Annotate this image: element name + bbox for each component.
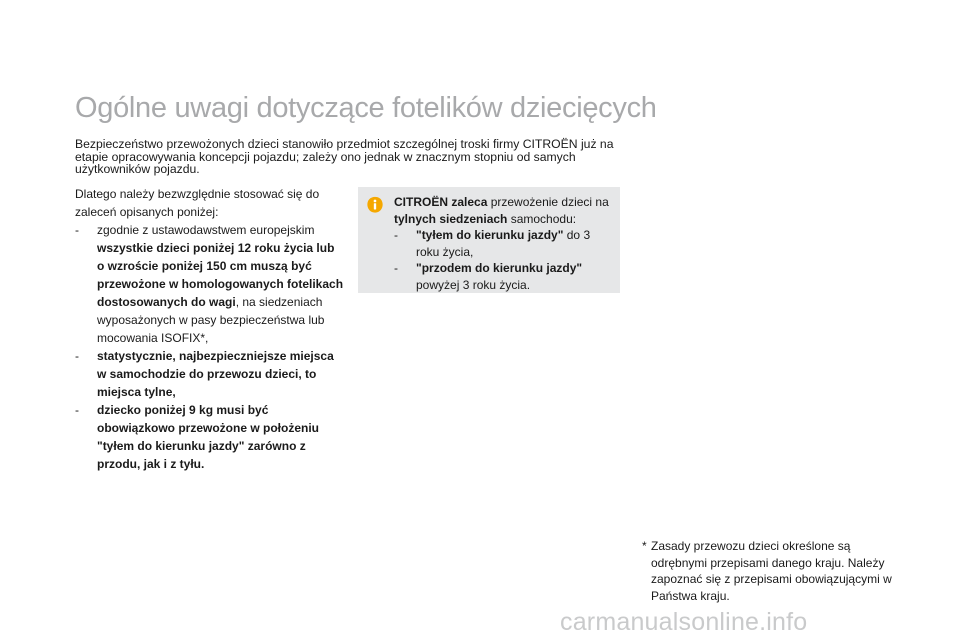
footnote xyxy=(642,538,892,604)
list-item-bold: "przodem do kierunku jazdy" xyxy=(416,261,583,275)
infobox-bold-seats: tylnych siedzeniach xyxy=(394,211,508,226)
infobox-text-2: samochodu: xyxy=(507,211,577,226)
list-item xyxy=(394,227,614,260)
list-item xyxy=(394,260,614,293)
page-title: Ogólne uwagi dotyczące fotelików dziecięcych xyxy=(75,92,657,124)
list-dash: - xyxy=(75,349,79,363)
info-icon xyxy=(366,196,384,214)
lead-text: Dlatego należy bezwzględnie stosować się do zaleceń opisanych poniżej: xyxy=(75,187,320,219)
infobox-text xyxy=(394,194,614,293)
list-item-text: powyżej 3 roku życia. xyxy=(416,277,531,292)
list-item xyxy=(75,221,345,347)
footnote-asterisk: * xyxy=(642,539,647,553)
list-dash: - xyxy=(75,403,79,417)
footnote-text: Zasady przewozu dzieci określone są odrębnymi przepisami danego kraju. Należy zapoznać się z przepisami obowiązującymi w Państwa kraju. xyxy=(651,539,892,603)
infobox-lead xyxy=(394,194,614,227)
recommendation-infobox xyxy=(358,187,620,293)
list-item-tail: , na siedzeniach wyposażonych w pasy bezpieczeństwa lub mocowania ISOFIX*, xyxy=(97,295,325,345)
intro-paragraph: Bezpieczeństwo przewożonych dzieci stanowiło przedmiot szczególnej troski firmy CITROËN już na etapie opracowywania koncepcji pojazdu; zależy ono jednak w znacznym stopniu od samych użytkowników pojazdu. xyxy=(75,137,614,177)
list-item-text: do 3 roku życia, xyxy=(416,228,591,259)
list-dash: - xyxy=(75,223,79,237)
list-item xyxy=(75,347,345,401)
list-dash: - xyxy=(394,228,398,242)
list-item-bold: statystycznie, najbezpieczniejsze miejsca w samochodzie do przewozu dzieci, to miejsca tylne, xyxy=(97,349,334,399)
infobox-brand: CITROËN zaleca xyxy=(394,195,488,209)
list-item-bold: dziecko poniżej 9 kg musi być obowiązkowo przewożone w położeniu "tyłem do kierunku jazdy" zarówno z przodu, jak i z tyłu. xyxy=(97,403,319,471)
list-item-text: zgodnie z ustawodawstwem europejskim xyxy=(97,223,315,237)
list-item-bold: wszystkie dzieci poniżej 12 roku życia lub o wzroście poniżej 150 cm muszą być przewożone w homologowanych fotelikach dostosowanych do wagi xyxy=(97,241,344,309)
list-item-bold: "tyłem do kierunku jazdy" xyxy=(416,228,564,242)
list-item xyxy=(75,401,345,473)
recommendations-column xyxy=(75,185,345,473)
infobox-text-1: przewożenie dzieci na xyxy=(487,195,609,209)
watermark: carmanualsonline.info xyxy=(560,608,808,636)
list-dash: - xyxy=(394,261,398,275)
